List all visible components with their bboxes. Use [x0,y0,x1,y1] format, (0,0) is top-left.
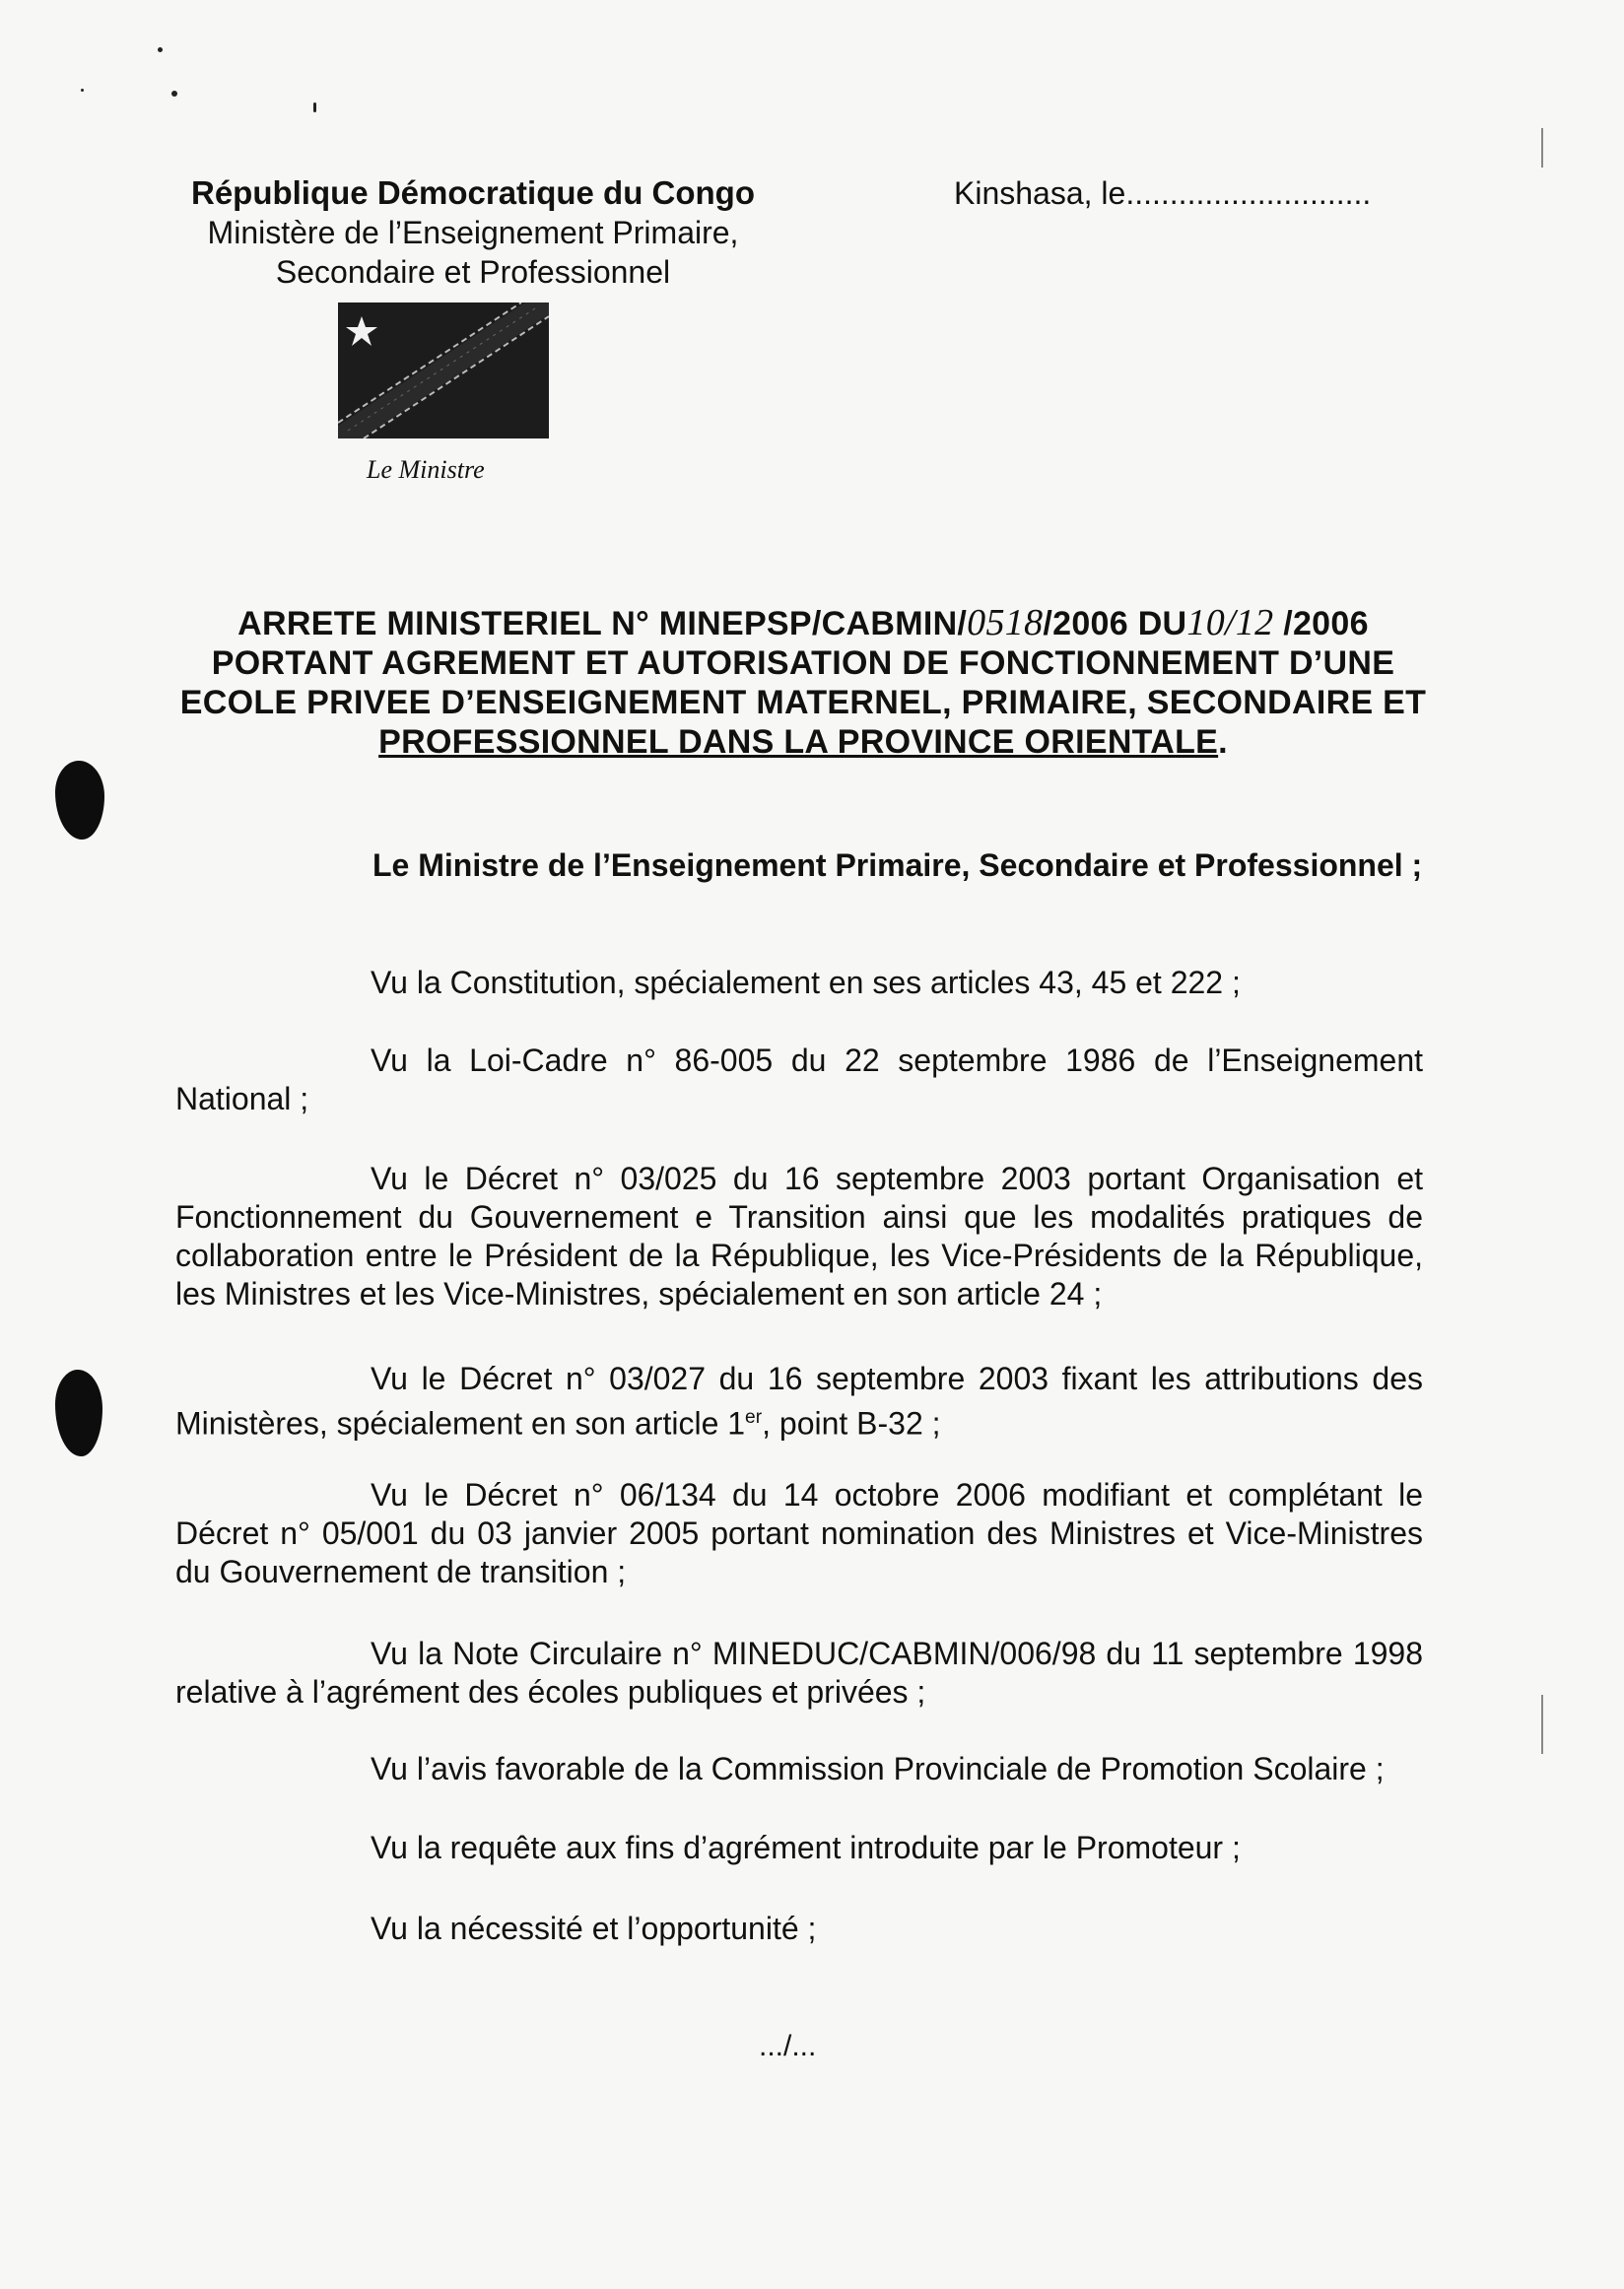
scan-speck [81,89,84,92]
title-line-1 [168,603,1439,643]
vu-decret-03-027 [175,1360,1423,1444]
vu-decret-03-027-text: Vu le Décret n° 03/027 du 16 septembre 2003 fixant les attributions des Ministères, spécialement en son article 1 [175,1361,1423,1442]
vu-avis-favorable: Vu l’avis favorable de la Commission Provinciale de Promotion Scolaire ; [371,1751,1385,1786]
scan-speck [313,102,316,112]
title-line-4-end: . [1218,723,1228,761]
punch-hole [55,1370,102,1456]
vu-requete: Vu la requête aux fins d’agrément introduite par le Promoteur ; [371,1830,1241,1865]
vu-constitution: Vu la Constitution, spécialement en ses articles 43, 45 et 222 ; [371,965,1241,1000]
ministry-line-1: Ministère de l’Enseignement Primaire, [207,215,739,250]
ministry-line-2: Secondaire et Professionnel [275,254,671,290]
place-date: Kinshasa, le............................ [954,175,1372,211]
scan-edge-mark [1541,128,1543,168]
intro-paragraph: Le Ministre de l’Enseignement Primaire, Secondaire et Professionnel ; [372,847,1423,883]
signature-caption: Le Ministre [367,455,485,484]
title-line-4-underlined: PROFESSIONNEL DANS LA PROVINCE ORIENTALE [378,723,1219,761]
vu-note-circulaire: Vu la Note Circulaire n° MINEDUC/CABMIN/006/98 du 11 septembre 1998 relative à l’agrément des écoles publiques et privées ; [175,1636,1423,1710]
vu-necessite: Vu la nécessité et l’opportunité ; [371,1911,817,1946]
handwritten-number: 0518 [967,602,1044,643]
title-reference-mid: /2006 DU [1043,605,1187,642]
title-reference-prefix: ARRETE MINISTERIEL N° MINEPSP/CABMIN/ [237,605,968,642]
scan-edge-mark [1541,1695,1543,1754]
scan-speck [171,91,177,97]
decree-title [168,603,1439,762]
handwritten-date: 10/12 [1186,602,1274,643]
country-name: République Démocratique du Congo [190,174,755,211]
punch-hole [55,761,104,840]
title-line-2: PORTANT AGREMENT ET AUTORISATION DE FONCTIONNEMENT D’UNE [211,644,1395,682]
title-line-4 [168,722,1439,762]
vu-decret-03-025: Vu le Décret n° 03/025 du 16 septembre 2003 portant Organisation et Fonctionnement du Gouvernement e Transition ainsi que les modalités pratiques de collaboration entre le Président de la République, les Vice-Présidents de la République, les Ministres et les Vice-Ministres, spécialement en son article 24 ; [175,1161,1423,1312]
title-reference-year: /2006 [1273,605,1369,642]
title-line-3: ECOLE PRIVEE D’ENSEIGNEMENT MATERNEL, PRIMAIRE, SECONDAIRE ET [179,684,1427,721]
vu-decret-03-027-sup: er [745,1407,763,1428]
drc-flag-image [338,303,549,438]
ministry-header [158,173,788,292]
scan-speck [158,47,163,52]
vu-loi-cadre: Vu la Loi-Cadre n° 86-005 du 22 septembre 1986 de l’Enseignement National ; [175,1043,1423,1116]
vu-decret-06-134: Vu le Décret n° 06/134 du 14 octobre 2006 modifiant et complétant le Décret n° 05/001 du 03 janvier 2005 portant nomination des Ministres et Vice-Ministres du Gouvernement de transition ; [175,1477,1423,1589]
vu-decret-03-027-end: , point B-32 ; [762,1405,941,1442]
continuation-mark: .../... [759,2030,817,2062]
